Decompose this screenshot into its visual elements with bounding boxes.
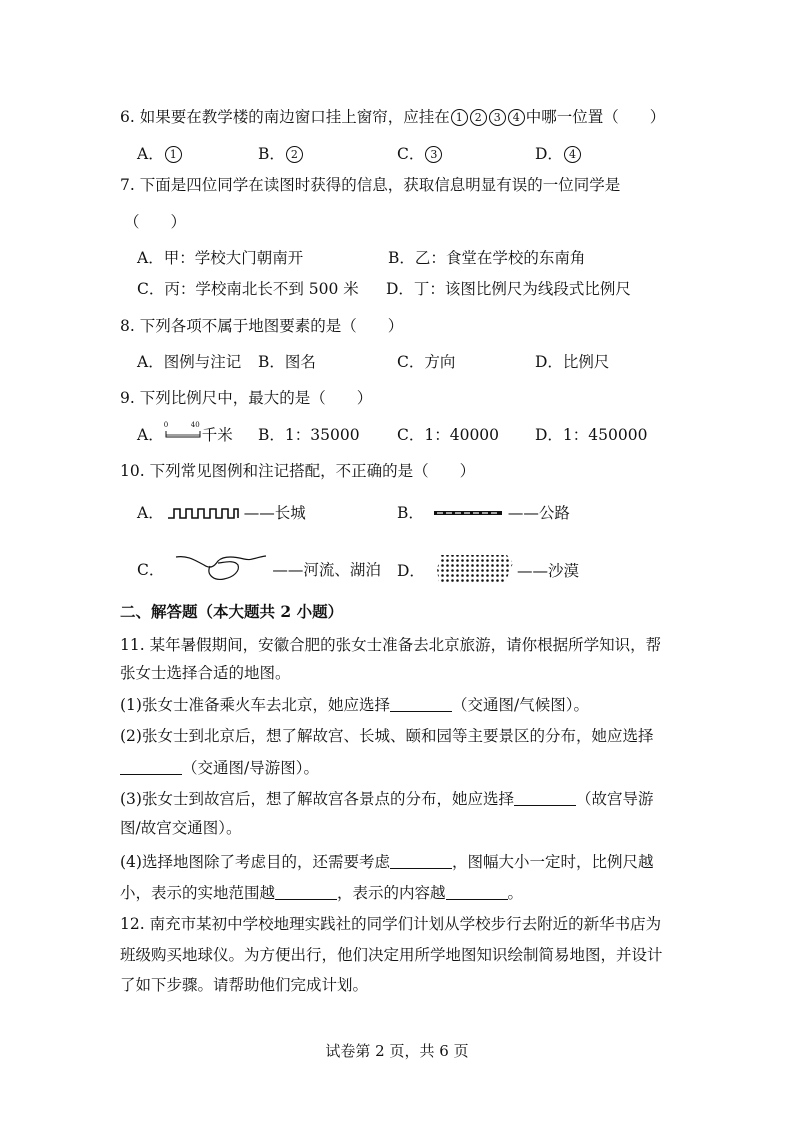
desert-symbol-icon <box>435 553 515 585</box>
circled-number: 2 <box>286 146 303 163</box>
question-11-part-3 <box>120 788 653 810</box>
question-11-line-2: 张女士选择合适的地图。 <box>120 664 291 682</box>
circled-number: 3 <box>489 109 506 126</box>
q10-option-a <box>137 502 306 524</box>
part-text: （交通图/导游图）。 <box>182 759 319 777</box>
question-11-part-3-line-2: 图/故宫交通图）。 <box>120 819 242 837</box>
part-text: ，表示的内容越 <box>337 884 446 902</box>
part-text: 小，表示的实地范围越 <box>120 884 276 902</box>
q7-option-b: B．乙：食堂在学校的东南角 <box>388 249 586 267</box>
question-10: 10. 下列常见图例和注记搭配，不正确的是（ ） <box>120 462 476 480</box>
circled-number: 4 <box>508 109 525 126</box>
part-text: （交通图/气候图）。 <box>451 696 589 714</box>
q7-option-c: C．丙：学校南北长不到 500 米 <box>137 280 359 298</box>
question-11-part-1 <box>120 694 589 716</box>
question-11-part-2: (2)张女士到北京后，想了解故宫、长城、颐和园等主要景区的分布，她应选择 <box>120 727 654 745</box>
option-letter: B． <box>397 504 424 522</box>
question-12-line-1: 12. 南充市某初中学校地理实践社的同学们计划从学校步行去附近的新华书店为 <box>120 915 662 933</box>
option-label: ——公路 <box>507 504 570 522</box>
part-text: ，图幅大小一定时，比例尺越 <box>451 853 654 871</box>
part-text: (1)张女士准备乘火车去北京，她应选择 <box>120 696 390 714</box>
question-11-part-4 <box>120 851 653 873</box>
part-text: (3)张女士到故宫后，想了解故宫各景点的分布，她应选择 <box>120 790 514 808</box>
part-text: (4)选择地图除了考虑目的，还需要考虑 <box>120 853 390 871</box>
answer-blank[interactable] <box>514 791 576 806</box>
question-6-text: 6. 如果要在教学楼的南边窗口挂上窗帘，应挂在 <box>120 108 450 126</box>
circled-number: 4 <box>564 146 581 163</box>
option-letter: D． <box>535 145 563 163</box>
great-wall-symbol-icon <box>168 506 240 520</box>
section-2-title: 二、解答题（本大题共 2 小题） <box>120 602 344 621</box>
scale-label-left: 0 <box>163 421 169 429</box>
option-letter: A． <box>137 426 164 444</box>
q9-option-a <box>137 421 233 446</box>
question-7: 7. 下面是四位同学在读图时获得的信息，获取信息明显有误的一位同学是 <box>120 176 621 194</box>
part-text: 。 <box>507 884 524 902</box>
circled-number: 1 <box>451 109 468 126</box>
option-letter: D． <box>397 562 425 580</box>
question-6-paren: 中哪一位置（ ） <box>525 108 666 126</box>
q6-option-b <box>258 143 304 165</box>
question-11-part-2-line-2 <box>120 757 319 779</box>
q6-option-c <box>397 143 443 165</box>
road-symbol-icon <box>434 506 504 520</box>
circled-number: 2 <box>470 109 487 126</box>
question-11-part-4-line-2 <box>120 882 523 904</box>
option-letter: B． <box>258 145 285 163</box>
option-label: ——长城 <box>243 504 306 522</box>
answer-blank[interactable] <box>390 854 452 869</box>
q8-option-a: A．图例与注记 <box>137 353 242 371</box>
q7-option-d: D．丁：该图比例尺为线段式比例尺 <box>386 280 631 298</box>
question-7-paren: （ ） <box>124 213 187 231</box>
q10-option-c <box>137 553 381 583</box>
answer-blank[interactable] <box>275 885 337 900</box>
option-letter: C． <box>397 145 425 163</box>
q6-option-a <box>137 143 183 165</box>
circled-number: 1 <box>165 146 182 163</box>
question-11-line-1: 11. 某年暑假期间，安徽合肥的张女士准备去北京旅游，请你根据所学知识，帮 <box>120 636 662 654</box>
q8-option-b: B．图名 <box>258 353 316 371</box>
option-label: ——河流、湖泊 <box>272 561 381 579</box>
question-9: 9. 下列比例尺中，最大的是（ ） <box>120 389 373 407</box>
q6-option-d <box>535 143 582 165</box>
line-scale-icon <box>163 421 202 440</box>
scale-label-right: 40 <box>190 421 200 429</box>
option-letter: A． <box>137 504 164 522</box>
q9-option-b: B．1：35000 <box>258 426 360 444</box>
option-letter: A． <box>137 145 164 163</box>
q7-option-a: A．甲：学校大门朝南开 <box>137 249 304 267</box>
answer-blank[interactable] <box>390 697 452 712</box>
q10-option-d <box>397 553 579 585</box>
q9-option-c: C．1：40000 <box>397 426 500 444</box>
scale-unit: 千米 <box>201 426 233 444</box>
question-6 <box>120 106 665 128</box>
question-8: 8. 下列各项不属于地图要素的是（ ） <box>120 317 404 335</box>
option-label: ——沙漠 <box>516 562 579 580</box>
answer-blank[interactable] <box>120 760 182 775</box>
q8-option-d: D．比例尺 <box>535 353 610 371</box>
answer-blank[interactable] <box>446 885 508 900</box>
q8-option-c: C．方向 <box>397 353 456 371</box>
q9-option-d: D．1：450000 <box>535 426 648 444</box>
option-letter: C． <box>137 561 165 579</box>
question-12-line-2: 班级购买地球仪。为方便出行，他们决定用所学地图知识绘制简易地图，并设计 <box>120 946 663 964</box>
question-12-line-3: 了如下步骤。请帮助他们完成计划。 <box>120 976 369 994</box>
q10-option-b <box>397 502 570 524</box>
river-lake-symbol-icon <box>174 553 270 583</box>
scale-bar <box>164 426 202 440</box>
page-footer: 试卷第 2 页，共 6 页 <box>325 1042 469 1060</box>
part-text: （故宫导游 <box>575 790 654 808</box>
circled-number: 3 <box>425 146 442 163</box>
